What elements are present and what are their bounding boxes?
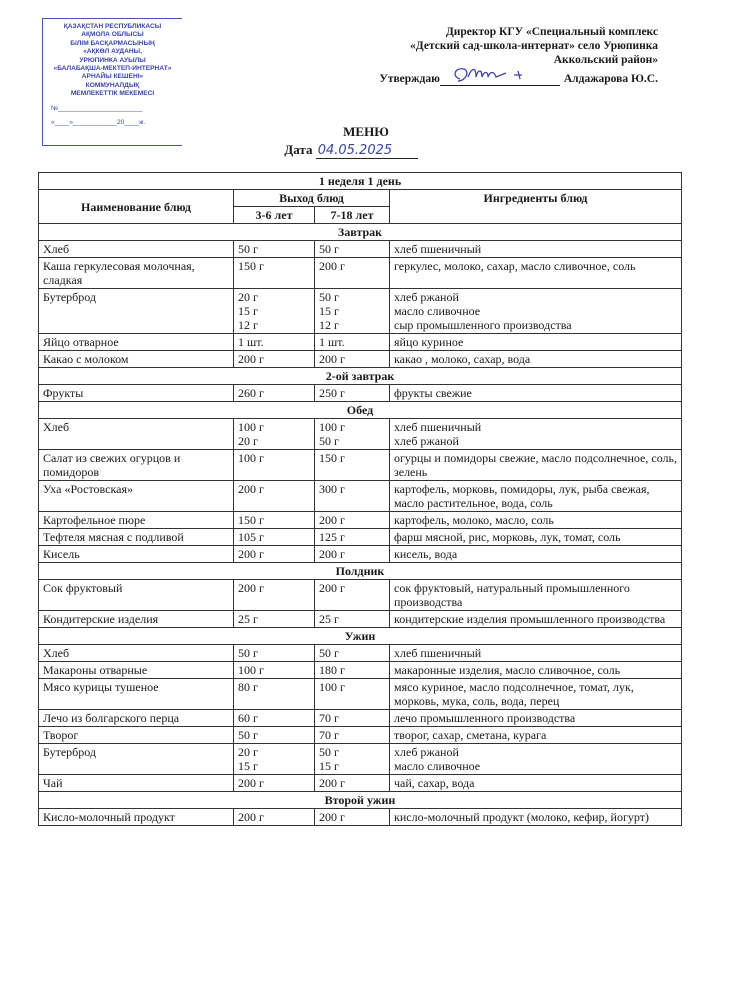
meal-section-header bbox=[39, 563, 682, 580]
portion-3-6-line: 50 г bbox=[238, 646, 258, 660]
portion-7-18 bbox=[315, 645, 390, 662]
table-row bbox=[39, 529, 682, 546]
portion-7-18-line: 70 г bbox=[319, 728, 339, 742]
portion-7-18-line: 200 г bbox=[319, 776, 345, 790]
portion-3-6-line: 200 г bbox=[238, 581, 264, 595]
portion-7-18 bbox=[315, 611, 390, 628]
portion-7-18-line: 12 г bbox=[319, 318, 339, 332]
ingredients-line: макаронные изделия, масло сливочное, соль bbox=[394, 663, 621, 677]
portion-7-18 bbox=[315, 775, 390, 792]
portion-3-6-line: 80 г bbox=[238, 680, 258, 694]
table-row bbox=[39, 334, 682, 351]
portion-3-6-line: 200 г bbox=[238, 352, 264, 366]
portion-7-18 bbox=[315, 351, 390, 368]
portion-3-6 bbox=[234, 351, 315, 368]
table-row bbox=[39, 512, 682, 529]
ingredients bbox=[390, 775, 682, 792]
portion-3-6-line: 100 г bbox=[238, 663, 264, 677]
portion-7-18-line: 150 г bbox=[319, 451, 345, 465]
portion-3-6-line: 260 г bbox=[238, 386, 264, 400]
table-row bbox=[39, 662, 682, 679]
portion-3-6 bbox=[234, 334, 315, 351]
ingredients-line: картофель, молоко, масло, соль bbox=[394, 513, 554, 527]
dish-name: Салат из свежих огурцов и помидоров bbox=[39, 450, 234, 481]
portion-3-6 bbox=[234, 727, 315, 744]
table-row bbox=[39, 679, 682, 710]
portion-7-18-line: 200 г bbox=[319, 352, 345, 366]
dish-name: Мясо курицы тушеное bbox=[39, 679, 234, 710]
ingredients-line: картофель, морковь, помидоры, лук, рыба свежая, масло растительное, вода, соль bbox=[394, 482, 650, 510]
stamp-date-line: «____»____________20____ж. bbox=[51, 119, 146, 127]
portion-3-6 bbox=[234, 744, 315, 775]
menu-table bbox=[38, 172, 682, 826]
portion-7-18 bbox=[315, 580, 390, 611]
table-row bbox=[39, 809, 682, 826]
portion-3-6-line: 12 г bbox=[238, 318, 258, 332]
signature bbox=[440, 69, 560, 86]
portion-3-6-line: 20 г bbox=[238, 290, 258, 304]
portion-3-6 bbox=[234, 385, 315, 402]
table-row bbox=[39, 351, 682, 368]
table-row bbox=[39, 744, 682, 775]
table-row bbox=[39, 580, 682, 611]
dish-name: Яйцо отварное bbox=[39, 334, 234, 351]
ingredients-line: кисель, вода bbox=[394, 547, 458, 561]
ingredients-line: сыр промышленного производства bbox=[394, 318, 572, 332]
meal-section-title: Полдник bbox=[39, 563, 682, 580]
portion-3-6 bbox=[234, 481, 315, 512]
portion-7-18 bbox=[315, 241, 390, 258]
stamp-line: КОММУНАЛДЫҚ bbox=[85, 81, 140, 89]
portion-7-18-line: 50 г bbox=[319, 290, 339, 304]
ingredients bbox=[390, 241, 682, 258]
portion-7-18-line: 1 шт. bbox=[319, 335, 345, 349]
portion-3-6-line: 150 г bbox=[238, 259, 264, 273]
portion-7-18-line: 250 г bbox=[319, 386, 345, 400]
portion-3-6-line: 15 г bbox=[238, 304, 258, 318]
portion-7-18-line: 70 г bbox=[319, 711, 339, 725]
ingredients-line: хлеб ржаной bbox=[394, 434, 459, 448]
table-row bbox=[39, 481, 682, 512]
dish-name: Каша геркулесовая молочная, сладкая bbox=[39, 258, 234, 289]
ingredients-line: творог, сахар, сметана, курага bbox=[394, 728, 547, 742]
ingredients bbox=[390, 385, 682, 402]
ingredients bbox=[390, 481, 682, 512]
portion-3-6-line: 200 г bbox=[238, 776, 264, 790]
portion-7-18-line: 50 г bbox=[319, 434, 339, 448]
table-row bbox=[39, 419, 682, 450]
portion-3-6 bbox=[234, 529, 315, 546]
portion-3-6-line: 50 г bbox=[238, 242, 258, 256]
dish-name: Чай bbox=[39, 775, 234, 792]
dish-name: Творог bbox=[39, 727, 234, 744]
portion-3-6-line: 200 г bbox=[238, 810, 264, 824]
dish-name: Сок фруктовый bbox=[39, 580, 234, 611]
ingredients-line: фарш мясной, рис, морковь, лук, томат, соль bbox=[394, 530, 621, 544]
dish-name: Кондитерские изделия bbox=[39, 611, 234, 628]
portion-7-18-line: 50 г bbox=[319, 745, 339, 759]
portion-3-6 bbox=[234, 512, 315, 529]
portion-3-6 bbox=[234, 241, 315, 258]
meal-section-title: Завтрак bbox=[39, 224, 682, 241]
portion-3-6 bbox=[234, 580, 315, 611]
table-row bbox=[39, 289, 682, 334]
dish-name: Фрукты bbox=[39, 385, 234, 402]
portion-7-18-line: 100 г bbox=[319, 420, 345, 434]
portion-7-18 bbox=[315, 529, 390, 546]
portion-7-18 bbox=[315, 481, 390, 512]
portion-3-6 bbox=[234, 546, 315, 563]
portion-3-6-line: 100 г bbox=[238, 420, 264, 434]
meal-section-header bbox=[39, 792, 682, 809]
stamp-number-line: №_______________________ bbox=[51, 104, 143, 112]
meal-section-title: Обед bbox=[39, 402, 682, 419]
table-row bbox=[39, 258, 682, 289]
table-row bbox=[39, 241, 682, 258]
meal-section-title: Второй ужин bbox=[39, 792, 682, 809]
ingredients-line: лечо промышленного производства bbox=[394, 711, 576, 725]
ingredients-line: хлеб ржаной bbox=[394, 745, 459, 759]
portion-3-6 bbox=[234, 710, 315, 727]
dish-name: Кисель bbox=[39, 546, 234, 563]
ingredients bbox=[390, 809, 682, 826]
portion-3-6 bbox=[234, 450, 315, 481]
table-row bbox=[39, 546, 682, 563]
meal-section-header bbox=[39, 402, 682, 419]
portion-7-18-line: 100 г bbox=[319, 680, 345, 694]
ingredients-line: яйцо куриное bbox=[394, 335, 464, 349]
dish-name: Бутерброд bbox=[39, 289, 234, 334]
portion-7-18 bbox=[315, 419, 390, 450]
dish-name: Какао с молоком bbox=[39, 351, 234, 368]
approval-block bbox=[379, 25, 658, 86]
ingredients-line: мясо куриное, масло подсолнечное, томат, лук, морковь, мука, соль, вода, перец bbox=[394, 680, 634, 708]
portion-3-6-line: 60 г bbox=[238, 711, 258, 725]
ingredients bbox=[390, 727, 682, 744]
portion-7-18 bbox=[315, 809, 390, 826]
ingredients-line: масло сливочное bbox=[394, 304, 481, 318]
portion-3-6-line: 200 г bbox=[238, 547, 264, 561]
ingredients-line: хлеб ржаной bbox=[394, 290, 459, 304]
ingredients bbox=[390, 529, 682, 546]
portion-3-6-line: 200 г bbox=[238, 482, 264, 496]
ingredients-line: фрукты свежие bbox=[394, 386, 472, 400]
col-age-7-18: 7-18 лет bbox=[315, 207, 390, 224]
meal-section-header bbox=[39, 628, 682, 645]
approval-line-3: Аккольский район» bbox=[553, 54, 658, 66]
portion-3-6 bbox=[234, 289, 315, 334]
col-dish-name: Наименование блюд bbox=[39, 190, 234, 224]
date-label: Дата bbox=[284, 142, 313, 157]
date-value: 04.05.2025 bbox=[316, 143, 418, 159]
document-title: МЕНЮ bbox=[343, 124, 389, 139]
stamp-line: УРЮПИНКА АУЫЛЫ bbox=[79, 56, 146, 64]
table-row bbox=[39, 645, 682, 662]
portion-7-18-line: 25 г bbox=[319, 612, 339, 626]
portion-7-18-line: 300 г bbox=[319, 482, 345, 496]
meal-section-header bbox=[39, 368, 682, 385]
approval-line-1: Директор КГУ «Специальный комплекс bbox=[445, 26, 658, 38]
ingredients-line: сок фруктовый, натуральный промышленного производства bbox=[394, 581, 630, 609]
ingredients bbox=[390, 580, 682, 611]
portion-7-18-line: 200 г bbox=[319, 581, 345, 595]
ingredients bbox=[390, 546, 682, 563]
table-row bbox=[39, 450, 682, 481]
week-day-header: 1 неделя 1 день bbox=[39, 173, 682, 190]
portion-7-18-line: 200 г bbox=[319, 810, 345, 824]
dish-name: Хлеб bbox=[39, 241, 234, 258]
date-row bbox=[0, 142, 732, 159]
portion-7-18-line: 125 г bbox=[319, 530, 345, 544]
portion-7-18 bbox=[315, 710, 390, 727]
stamp-text bbox=[43, 23, 182, 99]
dish-name: Бутерброд bbox=[39, 744, 234, 775]
table-row bbox=[39, 727, 682, 744]
table-row bbox=[39, 710, 682, 727]
portion-3-6 bbox=[234, 611, 315, 628]
portion-3-6-line: 20 г bbox=[238, 745, 258, 759]
portion-3-6-line: 100 г bbox=[238, 451, 264, 465]
portion-3-6 bbox=[234, 645, 315, 662]
ingredients-line: какао , молоко, сахар, вода bbox=[394, 352, 531, 366]
portion-7-18-line: 180 г bbox=[319, 663, 345, 677]
ingredients bbox=[390, 450, 682, 481]
portion-7-18 bbox=[315, 385, 390, 402]
dish-name: Уха «Ростовская» bbox=[39, 481, 234, 512]
portion-7-18 bbox=[315, 450, 390, 481]
portion-7-18 bbox=[315, 727, 390, 744]
portion-7-18-line: 15 г bbox=[319, 304, 339, 318]
stamp-line: АҚМОЛА ОБЛЫСЫ bbox=[81, 31, 144, 39]
col-age-3-6: 3-6 лет bbox=[234, 207, 315, 224]
ingredients bbox=[390, 289, 682, 334]
meal-section-title: Ужин bbox=[39, 628, 682, 645]
stamp-line: МЕМЛЕКЕТТІК МЕКЕМЕСІ bbox=[70, 90, 155, 98]
stamp-line: БІЛІМ БАСҚАРМАСЫНЫҢ bbox=[70, 39, 155, 47]
portion-7-18 bbox=[315, 662, 390, 679]
ingredients-line: хлеб пшеничный bbox=[394, 646, 482, 660]
table-row bbox=[39, 611, 682, 628]
dish-name: Лечо из болгарского перца bbox=[39, 710, 234, 727]
dish-name: Тефтеля мясная с подливой bbox=[39, 529, 234, 546]
ingredients-line: масло сливочное bbox=[394, 759, 481, 773]
stamp-line: «БАЛАБАҚША-МЕКТЕП-ИНТЕРНАТ» bbox=[53, 65, 172, 73]
ingredients bbox=[390, 258, 682, 289]
table-row bbox=[39, 385, 682, 402]
table-row bbox=[39, 775, 682, 792]
portion-3-6-line: 1 шт. bbox=[238, 335, 264, 349]
ingredients bbox=[390, 512, 682, 529]
dish-name: Кисло-молочный продукт bbox=[39, 809, 234, 826]
ingredients bbox=[390, 662, 682, 679]
ingredients-line: хлеб пшеничный bbox=[394, 420, 482, 434]
ingredients bbox=[390, 351, 682, 368]
portion-3-6-line: 105 г bbox=[238, 530, 264, 544]
portion-7-18 bbox=[315, 334, 390, 351]
portion-3-6-line: 150 г bbox=[238, 513, 264, 527]
ingredients-line: геркулес, молоко, сахар, масло сливочное, соль bbox=[394, 259, 636, 273]
dish-name: Хлеб bbox=[39, 645, 234, 662]
meal-section-header bbox=[39, 224, 682, 241]
portion-7-18 bbox=[315, 679, 390, 710]
ingredients-line: кисло-молочный продукт (молоко, кефир, йогурт) bbox=[394, 810, 649, 824]
portion-7-18-line: 200 г bbox=[319, 259, 345, 273]
approve-label: Утверждаю bbox=[379, 73, 440, 85]
ingredients bbox=[390, 419, 682, 450]
ingredients-line: кондитерские изделия промышленного производства bbox=[394, 612, 666, 626]
portion-7-18 bbox=[315, 744, 390, 775]
portion-3-6 bbox=[234, 662, 315, 679]
signature-icon bbox=[448, 63, 548, 87]
dish-name: Макароны отварные bbox=[39, 662, 234, 679]
stamp-line: «АҚКӨЛ АУДАНЫ, bbox=[83, 48, 142, 56]
portion-7-18 bbox=[315, 512, 390, 529]
meal-section-title: 2-ой завтрак bbox=[39, 368, 682, 385]
col-output: Выход блюд bbox=[234, 190, 390, 207]
ingredients bbox=[390, 679, 682, 710]
ingredients bbox=[390, 645, 682, 662]
portion-7-18-line: 50 г bbox=[319, 242, 339, 256]
stamp-line: АРНАЙЫ КЕШЕНІ» bbox=[81, 73, 144, 81]
ingredients bbox=[390, 334, 682, 351]
col-ingredients: Ингредиенты блюд bbox=[390, 190, 682, 224]
ingredients bbox=[390, 710, 682, 727]
ingredients bbox=[390, 611, 682, 628]
ingredients-line: хлеб пшеничный bbox=[394, 242, 482, 256]
portion-7-18-line: 15 г bbox=[319, 759, 339, 773]
portion-7-18-line: 200 г bbox=[319, 513, 345, 527]
stamp-line: ҚАЗАҚСТАН РЕСПУБЛИКАСЫ bbox=[63, 23, 162, 30]
portion-7-18 bbox=[315, 289, 390, 334]
ingredients-line: огурцы и помидоры свежие, масло подсолнечное, соль, зелень bbox=[394, 451, 677, 479]
portion-3-6-line: 15 г bbox=[238, 759, 258, 773]
signer-name: Алдажарова Ю.С. bbox=[563, 73, 658, 85]
portion-7-18-line: 50 г bbox=[319, 646, 339, 660]
dish-name: Хлеб bbox=[39, 419, 234, 450]
portion-3-6 bbox=[234, 809, 315, 826]
ingredients-line: чай, сахар, вода bbox=[394, 776, 475, 790]
portion-3-6 bbox=[234, 419, 315, 450]
dish-name: Картофельное пюре bbox=[39, 512, 234, 529]
portion-3-6-line: 20 г bbox=[238, 434, 258, 448]
approval-line-2: «Детский сад-школа-интернат» село Урюпинка bbox=[410, 40, 658, 52]
portion-3-6-line: 50 г bbox=[238, 728, 258, 742]
portion-7-18-line: 200 г bbox=[319, 547, 345, 561]
portion-3-6 bbox=[234, 775, 315, 792]
portion-3-6 bbox=[234, 258, 315, 289]
portion-7-18 bbox=[315, 546, 390, 563]
portion-3-6 bbox=[234, 679, 315, 710]
ingredients bbox=[390, 744, 682, 775]
portion-3-6-line: 25 г bbox=[238, 612, 258, 626]
portion-7-18 bbox=[315, 258, 390, 289]
